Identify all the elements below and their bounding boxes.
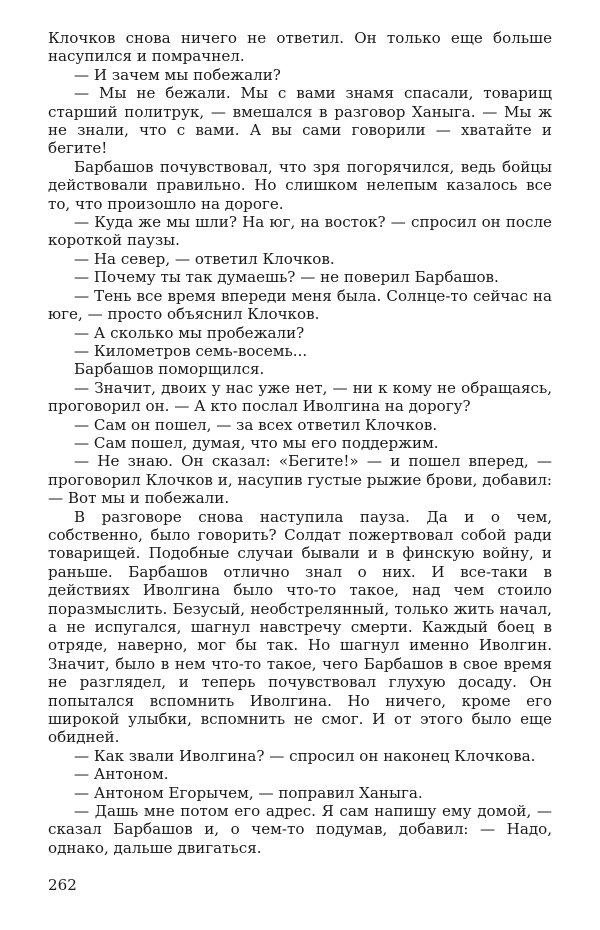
paragraph: — Сам пошел, думая, что мы его поддержим. bbox=[74, 433, 439, 452]
paragraph: — На север, — ответил Клочков. bbox=[74, 249, 335, 268]
paragraph: — Сам он пошел, — за всех ответил Клочков. bbox=[74, 415, 438, 434]
paragraph: — Антоном Егорычем, — поправил Ханыга. bbox=[74, 783, 423, 802]
paragraph: — И зачем мы побежали? bbox=[74, 65, 281, 84]
paragraph: — Антоном. bbox=[74, 765, 169, 784]
paragraph: Барбашов почувствовал, что зря погорячился, ведь бойцы действовали правильно. Но слишком нелепым казалось все то, что произошло на дороге. bbox=[48, 157, 552, 213]
paragraph: — Почему ты так думаешь? — не поверил Барбашов. bbox=[74, 268, 499, 287]
paragraph: — Значит, двоих у нас уже нет, — ни к кому не обращаясь, проговорил он. — А кто послал Иволгина на дорогу? bbox=[48, 378, 552, 416]
page-text bbox=[48, 29, 552, 857]
paragraph: В разговоре снова наступила пауза. Да и о чем, собственно, было говорить? Солдат пожертвовал собой ради товарищей. Подобные случаи бывали и в финскую войну, и раньше. Барбашов отлично знал о них. И все-таки в действиях Иволгина было что-то такое, над чем стоило поразмыслить. Безусый, необстрелянный, только жить начал, а не испугался, шагнул навстречу смерти. Каждый боец в отряде, наверно, мог бы так. Но шагнул именно Иволгин. Значит, было в нем что-то такое, чего Барбашов в свое время не разглядел, и теперь почувствовал глухую досаду. Он попытался вспомнить Иволгина. Но ничего, кроме его широкой улыбки, вспомнить не смог. И от этого было еще обидней. bbox=[48, 507, 552, 747]
paragraph: — Километров семь-восемь... bbox=[74, 341, 308, 360]
paragraph: — Не знаю. Он сказал: «Бегите!» — и пошел вперед, — проговорил Клочков и, насупив густые рыжие брови, добавил: — Вот мы и побежали. bbox=[48, 452, 552, 508]
paragraph: — Дашь мне потом его адрес. Я сам напишу ему домой, — сказал Барбашов и, о чем-то подумав, добавил: — Надо, однако, дальше двигаться. bbox=[48, 802, 552, 857]
paragraph: Барбашов поморщился. bbox=[74, 360, 265, 379]
paragraph: — Мы не бежали. Мы с вами знамя спасали, товарищ старший политрук, — вмешался в разговор Ханыга. — Мы ж не знали, что с вами. А вы сами говорили — хватайте и бегите! bbox=[48, 84, 552, 158]
paragraph: — Тень все время впереди меня была. Солнце-то сейчас на юге, — просто объяснил Клочков. bbox=[48, 286, 552, 324]
paragraph: — А сколько мы пробежали? bbox=[74, 323, 305, 342]
paragraph: — Куда же мы шли? На юг, на восток? — спросил он после короткой паузы. bbox=[48, 213, 552, 250]
paragraph: Клочков снова ничего не ответил. Он только еще больше насупился и помрачнел. bbox=[48, 29, 552, 66]
page-number: 262 bbox=[48, 876, 77, 894]
paragraph: — Как звали Иволгина? — спросил он наконец Клочкова. bbox=[74, 746, 536, 765]
